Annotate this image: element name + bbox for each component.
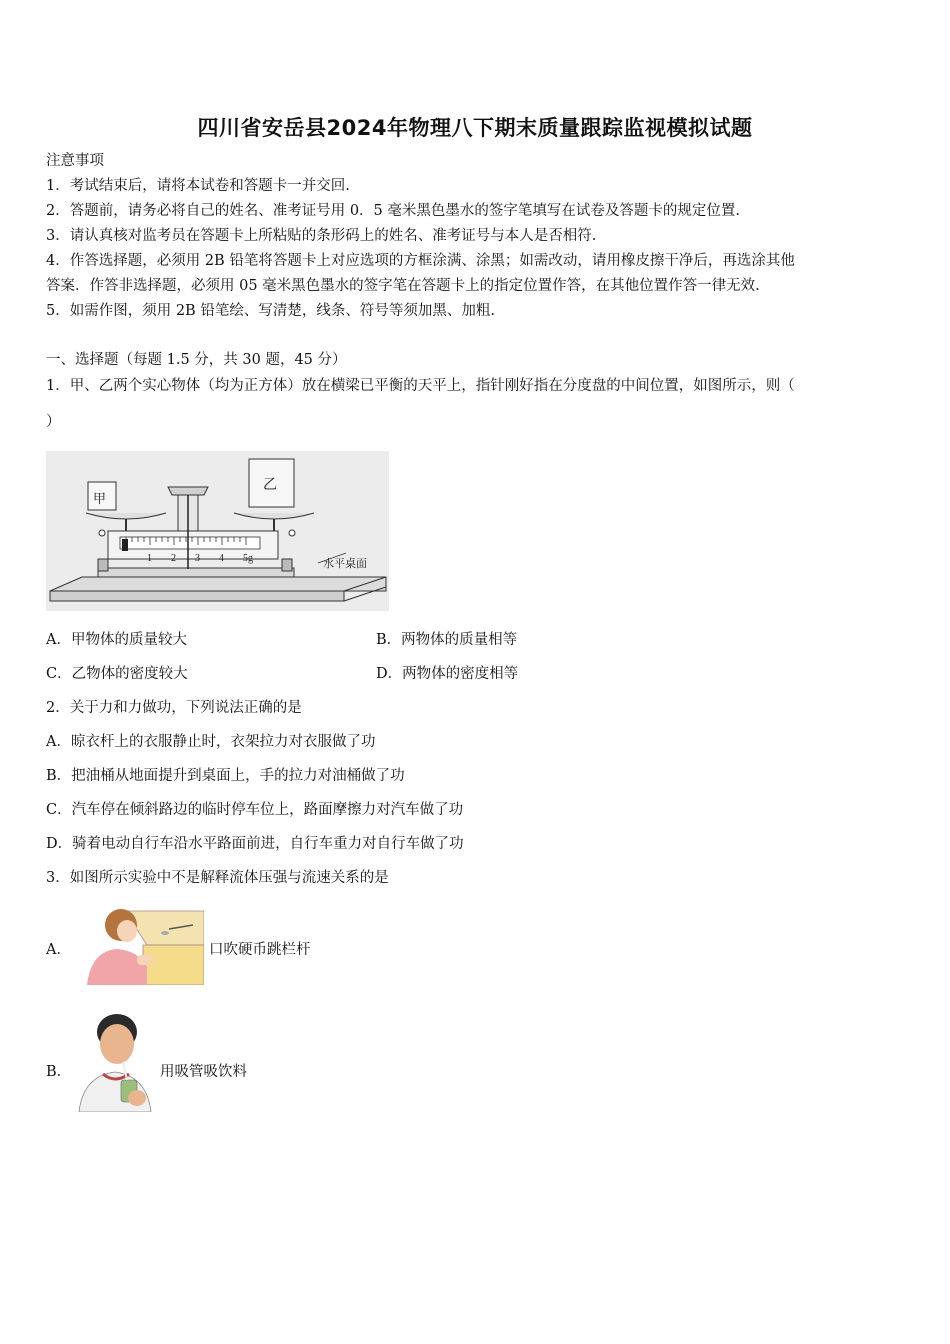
scale-number: 3 — [195, 553, 200, 564]
q2-option-b: B．把油桶从地面提升到桌面上，手的拉力对油桶做了功 — [46, 768, 405, 784]
notice-item: 3．请认真核对监考员在答题卡上所粘贴的条形码上的姓名、准考证号与本人是否相符. — [46, 228, 597, 244]
q3-option-b-letter: B． — [46, 1064, 72, 1080]
page-title: 四川省安岳县2024年物理八下期末质量跟踪监视模拟试题 — [197, 116, 753, 140]
question-1-stem: 1．甲、乙两个实心物体（均为正方体）放在横梁已平衡的天平上，指针刚好指在分度盘的中间位置，如图所示，则（ — [46, 378, 795, 394]
question-2-stem: 2．关于力和力做功，下列说法正确的是 — [46, 700, 302, 716]
question-1-stem-end: ） — [46, 414, 61, 430]
q1-option-d: D．两物体的密度相等 — [376, 666, 519, 682]
table-label: 水平桌面 — [323, 557, 367, 570]
section-heading: 一、选择题（每题 1.5 分，共 30 题，45 分） — [46, 352, 347, 368]
notice-item: 4．作答选择题，必须用 2B 铅笔将答题卡上对应选项的方框涂满、涂黑；如需改动，请用橡皮擦干净后，再选涂其他 — [46, 253, 795, 269]
question-3-stem: 3．如图所示实验中不是解释流体压强与流速关系的是 — [46, 870, 389, 886]
q2-option-d: D．骑着电动自行车沿水平路面前进，自行车重力对自行车做了功 — [46, 836, 464, 852]
notice-heading: 注意事项 — [46, 153, 104, 169]
drinking-straw-image — [77, 1010, 155, 1112]
q2-option-a: A．晾衣杆上的衣服静止时，衣架拉力对衣服做了功 — [46, 734, 376, 750]
balance-figure — [46, 451, 389, 611]
block-label-right: 乙 — [263, 477, 277, 493]
scale-number: 4 — [219, 553, 224, 564]
scale-number: 5g — [243, 553, 253, 564]
q1-option-a: A．甲物体的质量较大 — [46, 632, 187, 648]
notice-item: 2．答题前，请务必将自己的姓名、准考证号用 0．5 毫米黑色墨水的签字笔填写在试卷及答题卡的规定位置. — [46, 203, 740, 219]
notice-item: 1．考试结束后，请将本试卷和答题卡一并交回. — [46, 178, 350, 194]
scale-number: 2 — [171, 553, 176, 564]
scale-number: 1 — [147, 553, 152, 564]
q2-option-c: C．汽车停在倾斜路边的临时停车位上，路面摩擦力对汽车做了功 — [46, 802, 464, 818]
notice-item: 答案．作答非选择题，必须用 05 毫米黑色墨水的签字笔在答题卡上的指定位置作答，在其他位置作答一律无效. — [46, 278, 760, 294]
q1-option-c: C．乙物体的密度较大 — [46, 666, 188, 682]
coin-blowing-image — [77, 903, 204, 985]
q3-option-b-caption: 用吸管吸饮料 — [160, 1064, 247, 1080]
q3-option-a-caption: 口吹硬币跳栏杆 — [209, 942, 311, 958]
q3-option-a-letter: A． — [46, 942, 71, 958]
block-label-left: 甲 — [93, 492, 107, 507]
notice-item: 5．如需作图，须用 2B 铅笔绘、写清楚，线条、符号等须加黑、加粗. — [46, 303, 495, 319]
q1-option-b: B．两物体的质量相等 — [376, 632, 518, 648]
